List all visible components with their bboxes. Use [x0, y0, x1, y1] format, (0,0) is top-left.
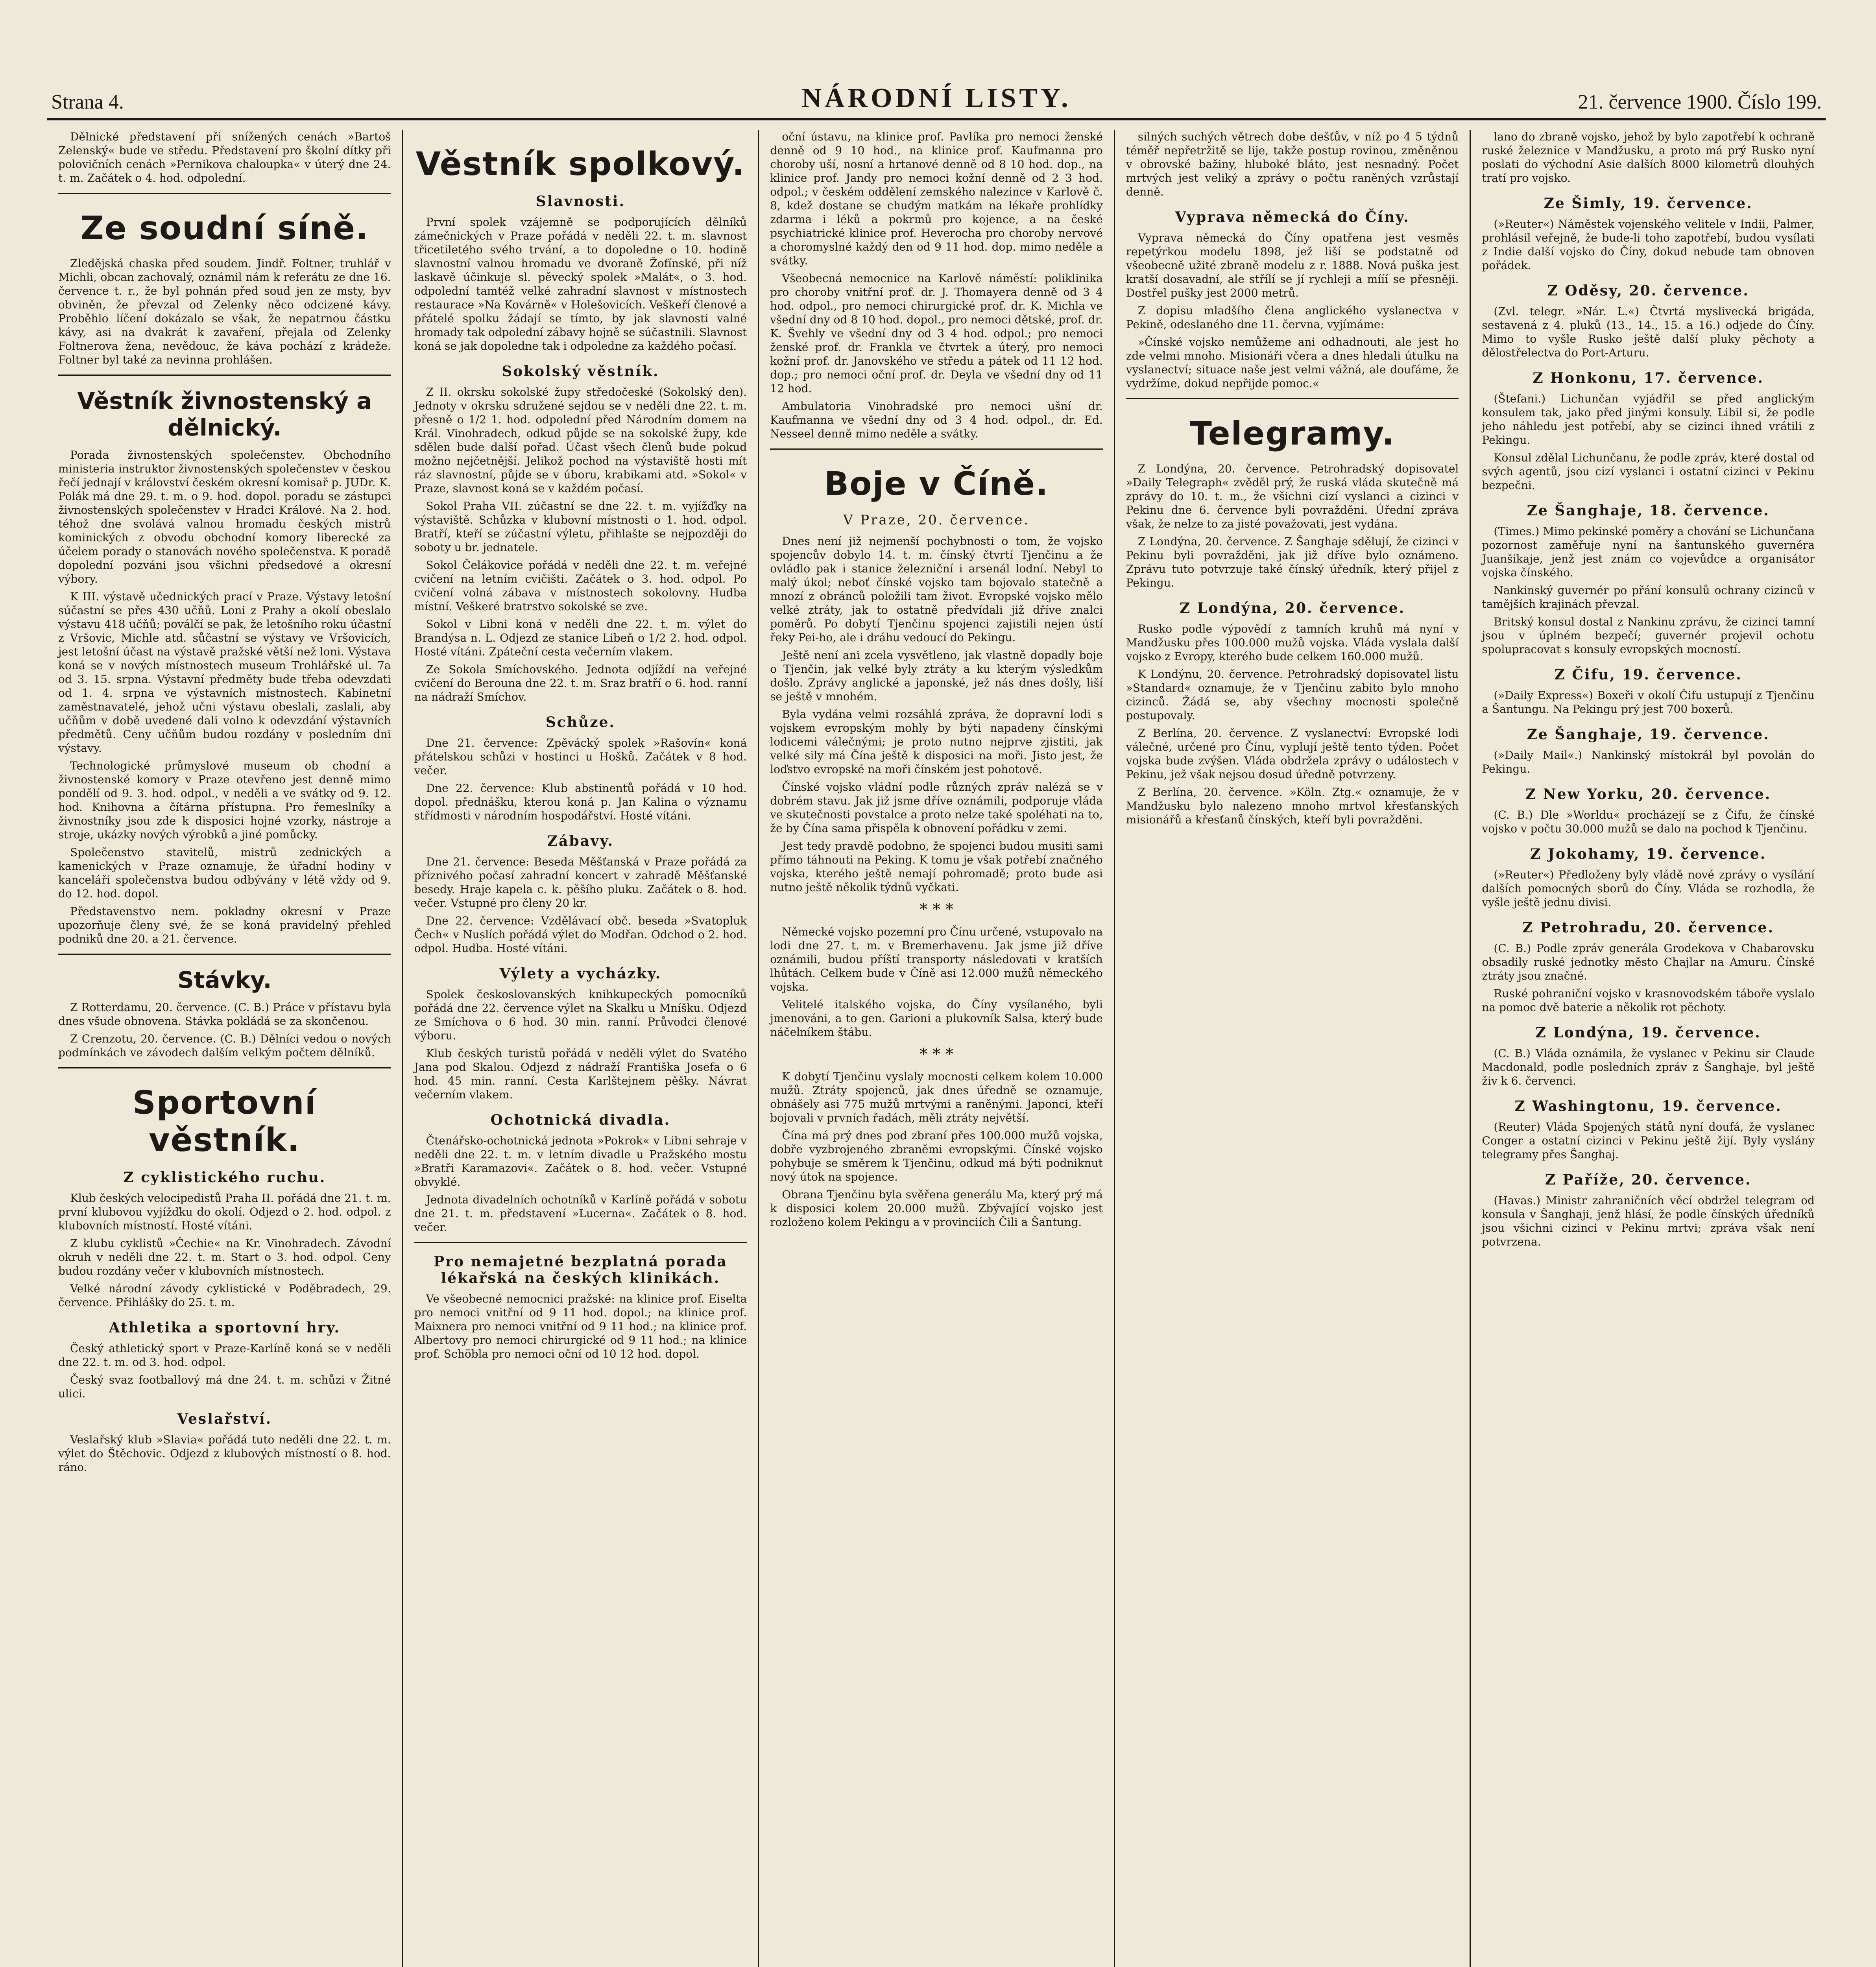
article-paragraph: Ruské pohraniční vojsko v krasnovodském táboře vyslalo na pomoc dvě baterie a několik rot pěchoty.: [1482, 987, 1815, 1014]
article-paragraph: Z klubu cyklistů »Čechie« na Kr. Vinohradech. Závodní okruh v neděli dne 22. t. m. Start o 3. hod. odpol. Ceny budou rozdány večer v klubovních místnostech.: [58, 1237, 391, 1277]
subsection-heading: Slavnosti.: [535, 193, 625, 210]
article-paragraph: Dnes není již nejmenší pochybnosti o tom, že vojsko spojencův dobylo 14. t. m. čínský čtvrtí Tjenčinu a že ovládlo pak i stanice železniční i arsenál lodní. Nebyl to malý úkol; neboť čínské vojsko tam bojovalo statečně a mnozí z obránců položili tam život. Evropské vojsko mělo velké ztráty, jak to ostatně předvídali již dříve znalci poměrů. Po dobytí Tjenčinu spojenci zajistili nejen ústí řeky Pei-ho, ale i dráhu vedoucí do Pekingu.: [770, 535, 1103, 644]
section-heading: Boje v Číně.: [824, 465, 1049, 503]
subsection-heading: Výlety a vycházky.: [499, 965, 662, 982]
section-heading: Věstník spolkový.: [415, 146, 746, 183]
article-paragraph: Sokol v Libni koná v neděli dne 22. t. m. výlet do Brandýsa n. L. Odjezd ze stanice Libeň o 1/2 2. hod. odpol. Hosté vítáni. Zpáteční cesta večerním vlakem.: [414, 618, 747, 658]
article-paragraph: (C. B.) Vláda oznámila, že vyslanec v Pekinu sir Claude Macdonald, podle posledních zpráv z Šanghaje, byl ještě živ k 6. červenci.: [1482, 1047, 1815, 1087]
newspaper-title: NÁRODNÍ LISTY.: [801, 83, 1071, 113]
article-paragraph: Jednota divadelních ochotníků v Karlíně pořádá v sobotu dne 21. t. m. představení »Lucerna«. Začátek o 8. hod. večer.: [414, 1193, 747, 1234]
article-paragraph: Klub českých velocipedistů Praha II. pořádá dne 21. t. m. první klubovou vyjížďku do okolí. Odjezd o 2. hod. odpol. z klubovních místností. Hosté vítáni.: [58, 1192, 391, 1232]
article-paragraph: Společenstvo stavitelů, mistrů zednických a kamenických v Praze oznamuje, že úřadní hodiny v kanceláři společenstva budou odbývány v létě vždy od 9. do 12. hod. dopol.: [58, 846, 391, 900]
column-3: [758, 130, 1114, 1967]
article-paragraph: (C. B.) Dle »Worldu« procházejí se z Čifu, že čínské vojsko v počtu 30.000 mužů se dalo na pochod k Tjenčinu.: [1482, 808, 1815, 835]
article-paragraph: »Čínské vojsko nemůžeme ani odhadnouti, ale jest ho zde velmi mnoho. Misionáři včera a dnes hledali útulku na vyslanectví; situace naše jest velmi vážná, ale doufáme, že vydržíme, dokud nepřijde pomoc.«: [1126, 336, 1459, 390]
column-4: [1114, 130, 1470, 1967]
subsection-heading: Pro nemajetné bezplatná porada lékařská na českých klinikách.: [434, 1253, 728, 1286]
article-paragraph: Britský konsul dostal z Nankinu zprávu, že cizinci tamní jsou v úplném bezpečí; guvernér projevil ochotu spolupracovat s konsuly evropských mocností.: [1482, 615, 1815, 656]
subsection-heading: Sokolský věstník.: [502, 363, 659, 380]
article-paragraph: Sokol Čelákovice pořádá v neděli dne 22. t. m. veřejné cvičení na letním cvičišti. Začátek o 3. hod. odpol. Po cvičení volná zábava v místnostech sokolovny. Hudba místní. Veškeré bratrstvo sokolské se zve.: [414, 559, 747, 613]
article-paragraph: Technologické průmyslové museum ob chodní a živnostenské komory v Praze otevřeno jest denně mimo pondělí od 9. 3. hod. odpol., v neděli a ve svátky od 9. 12. hod. Knihovna a čítárna přístupna. Pro řemeslníky a živnostníky jsou zde k disposici hojné vzorky, nástroje a stroje, ukázky nových výrobků a jiné pomůcky.: [58, 759, 391, 841]
article-paragraph: Z dopisu mladšího člena anglického vyslanectva v Pekině, odeslaného dne 11. června, vyjímáme:: [1126, 304, 1459, 331]
article-paragraph: Velké národní závody cyklistické v Poděbradech, 29. července. Přihlášky do 25. t. m.: [58, 1282, 391, 1309]
article-paragraph: (»Reuter«) Předloženy byly vládě nové zprávy o vysílání dalších pomocných sborů do Číny. Vláda se rozhodla, že vyšle ještě jednu divisi.: [1482, 868, 1815, 909]
section-heading: Telegramy.: [1189, 415, 1395, 452]
article-paragraph: Německé vojsko pozemní pro Čínu určené, vstupovalo na lodi dne 27. t. m. v Bremerhavenu. Jak jsme již dříve oznámili, budou příští transporty následovati v kratších lhůtách. Celkem bude v Číně asi 12.000 mužů německého vojska.: [770, 925, 1103, 993]
subsection-heading: Z Washingtonu, 19. července.: [1514, 1098, 1782, 1115]
article-paragraph: (»Reuter«) Náměstek vojenského velitele v Indii, Palmer, prohlásil veřejně, že bude-li toho zapotřebí, budou vysílati z Indie další vojsko do Číny, dokud nebude tam obnoven pořádek.: [1482, 218, 1815, 272]
subsection-heading: Ze Šimly, 19. července.: [1544, 195, 1753, 212]
asterism-separator: * * *: [920, 900, 953, 919]
column-2: [402, 130, 758, 1967]
article-paragraph: K Londýnu, 20. července. Petrohradský dopisovatel listu »Standard« oznamuje, že v Tjenčinu zabito bylo mnoho cizinců. Žádá se, aby všechny mocnosti společně postupovaly.: [1126, 668, 1459, 722]
divider: [58, 1067, 391, 1068]
columns: [47, 130, 1826, 1967]
subsection-heading: Z Oděsy, 20. července.: [1547, 282, 1749, 299]
subsection-heading: Ze Šanghaje, 18. července.: [1527, 502, 1770, 519]
subsection-heading: Ze Šanghaje, 19. července.: [1527, 726, 1770, 743]
article-paragraph: Představenstvo nem. pokladny okresní v Praze upozorňuje členy své, že se koná pravidelný přehled podniků dne 20. a 21. července.: [58, 905, 391, 945]
section-heading: Stávky.: [177, 967, 272, 993]
subsection-heading: Z New Yorku, 20. července.: [1525, 786, 1771, 803]
article-paragraph: Dne 22. července: Vzdělávací obč. beseda »Svatopluk Čech« v Nuslích pořádá výlet do Modřan. Odchod o 2. hod. odpol. Hudba. Hosté vítáni.: [414, 914, 747, 955]
article-paragraph: Vyprava německá do Číny opatřena jest vesměs repetýrkou modelu 1898, jež liší se podstatně od všeobecně užité zbraně modelu z r. 1888. Nová puška jest kratší dosavadní, ale střílí se jí rychleji a mííí se přesněji. Dostřel pušky jest 2000 metrů.: [1126, 231, 1459, 299]
article-paragraph: Dělnické představení při snížených cenách »Bartoš Zelenský« bude ve středu. Představení pro školní dítky při polovičních cenách »Pernikova chaloupka« v úterý dne 24. t. m. Začátek o 4. hod. odpolední.: [58, 130, 391, 185]
article-paragraph: Všeobecná nemocnice na Karlově náměstí: poliklinika pro choroby vnitřní prof. dr. J. Thomayera denně od 3 4 hod. odpol., pro nemoci chirurgické prof. dr. K. Michla ve všední dny od 8 10 hod. dopol., pro nemoci dětské, prof. dr. K. Švehly ve všední dny od 3 4 hod. odpol.; pro nemoci ženské prof. dr. Frankla ve čtvrtek a úterý, pro nemoci kožní prof. dr. Janovského ve středu a pátek od 11 12 hod. dop.; pro nemoci oční prof. dr. Deyla ve všední dny od 11 12 hod.: [770, 272, 1103, 395]
page-number: Strana 4.: [51, 91, 124, 113]
article-paragraph: Čtenářsko-ochotnická jednota »Pokrok« v Libni sehraje v neděli dne 22. t. m. v letním divadle u Pražského mostu »Bratři Karamazovi«. Začátek o 8. hod. večer. Vstupné obvyklé.: [414, 1134, 747, 1188]
asterism-separator: * * *: [920, 1045, 953, 1063]
subsection-heading: Ochotnická divadla.: [490, 1112, 671, 1128]
article-paragraph: Z Londýna, 20. července. Z Šanghaje sdělují, že cizinci v Pekinu byli povražděni, jak již dříve bylo oznámeno. Zprávu tuto potvrzuje také čínský úředník, který přijel z Pekingu.: [1126, 535, 1459, 589]
article-paragraph: silných suchých větrech dobe dešťův, v níž po 4 5 týdnů téměř nepřetržitě se lije, takže postup rovinou, změněnou v obrovské bažiny, hluboké bláto, jest nesnadný. Počet mrtvých jest veliký a zprávy o počtu raněných vzrůstají denně.: [1126, 130, 1459, 198]
article-paragraph: Velitelé italského vojska, do Číny vysílaného, byli jmenováni, a to gen. Garioni a plukovník Salsa, který bude náčelníkem štábu.: [770, 998, 1103, 1039]
article-paragraph: Z Berlína, 20. července. »Köln. Ztg.« oznamuje, že v Mandžusku bylo nalezeno mnoho mrtvol křesťanských misionářů a křesťanů čínských, kteří byli povražděni.: [1126, 786, 1459, 826]
article-paragraph: Z Rotterdamu, 20. července. (C. B.) Práce v přístavu byla dnes všude obnovena. Stávka pokládá se za skončenou.: [58, 1001, 391, 1028]
article-paragraph: Z Berlína, 20. července. Z vyslanectví: Evropské lodi válečné, určené pro Čínu, vyplují ještě tento týden. Počet vojska bude zvýšen. Vláda obdržela zprávy o událostech v Pekinu, jež však nejsou dosud úředně potvrzeny.: [1126, 727, 1459, 781]
article-paragraph: Byla vydána velmi rozsáhlá zpráva, že dopravní lodi s vojskem evropským mohly by býti napadeny čínskými lodicemi válečnými; je proto nutno nejprve zjistiti, jak velké sily má Čína ještě k disposici na moři. Jisto jest, že loďstvo evropské na moři čínském jest pohotově.: [770, 708, 1103, 776]
divider: [58, 193, 391, 194]
article-paragraph: Spolek českoslovanských knihkupeckých pomocníků pořádá dne 22. července výlet na Skalku u Mníšku. Odjezd ze Smíchova o 6 hod. 30 min. ranní. Průvodci členové výboru.: [414, 988, 747, 1042]
section-heading: Sportovní věstník.: [132, 1084, 317, 1159]
article-paragraph: Obrana Tjenčinu byla svěřena generálu Ma, který prý má k disposici kolem 20.000 mužů. Zbývající vojsko jest rozloženo kolem Pekingu a v provinciích Čili a Šantung.: [770, 1188, 1103, 1229]
article-paragraph: oční ústavu, na klinice prof. Pavlíka pro nemoci ženské denně od 9 10 hod., na klinice prof. Kaufmanna pro choroby uší, nosní a hrtanové denně od 8 10 hod. dop., na klinice prof. Jandy pro nemoci kožní denně od 2 3 hod. odpol.; v českém oddělení zemského nalezince v Karlově č. 8, kdež dostane se chudým matkám na lékaře prohlídky zdarma i léků a pokrmů pro kojence, a na české psychiatrické klinice prof. Heverocha pro choroby nervové a choromyslné každý den od 9 11 hod. dop. mimo neděle a svátky.: [770, 130, 1103, 267]
article-paragraph: lano do zbraně vojsko, jehož by bylo zapotřebí k ochraně ruské železnice v Mandžusku, a proto má prý Rusko nyní poslati do východní Asie dalších 8000 kilometrů dlouhých tratí pro vojsko.: [1482, 130, 1815, 185]
masthead: [47, 75, 1826, 120]
subsection-heading: Z Petrohradu, 20. července.: [1522, 919, 1774, 936]
subsection-heading: Zábavy.: [547, 833, 614, 849]
article-paragraph: Z Londýna, 20. července. Petrohradský dopisovatel »Daily Telegraph« zvěděl prý, že ruská vláda skutečně má zprávy do 10. t. m., že všichni cizí vyslanci a cizinci v Pekinu dne 6. července byli povražděni. Úřední zpráva však, že nelze to za jisté považovati, jest vydána.: [1126, 462, 1459, 530]
section-heading: Ze soudní síně.: [80, 210, 369, 247]
article-paragraph: Rusko podle výpovědí z tamních kruhů má nyní v Mandžusku přes 100.000 mužů vojska. Vláda vyslala další vojsko z Evropy, kterého bude celkem 160.000 mužů.: [1126, 622, 1459, 663]
subsection-heading: Z Čifu, 19. července.: [1554, 666, 1742, 683]
article-paragraph: Dne 22. července: Klub abstinentů pořádá v 10 hod. dopol. přednášku, kterou koná p. Jan Kalina o významu střídmosti v národním hospodářství. Hosté vítáni.: [414, 782, 747, 822]
divider: [1126, 398, 1459, 399]
article-paragraph: Ve všeobecné nemocnici pražské: na klinice prof. Eiselta pro nemoci vnitřní od 9 11 hod. dopol.; na klinice prof. Maixnera pro nemoci vnitřní od 9 11 hod.; na klinice prof. Albertovy pro nemoci chirurgické od 9 11 hod.; na klinice prof. Schöbla pro nemoci oční od 10 12 hod. dopol.: [414, 1292, 747, 1360]
subsection-heading: Z Londýna, 20. července.: [1179, 600, 1405, 616]
article-paragraph: K III. výstavě učednických prací v Praze. Výstavy letošní súčastní se přes 430 učňů. Loni z Prahy a okolí obeslalo výstavu 418 učňů; poválčí se pak, že letošního roku účastní z Vršovic, Michle atd. sůčastní se výstavy ve Vršovicích, jest letošní účast na výstavě pražské větší než loni. Výstava koná se v nových místnostech museum Trohlářské ul. 7a od 3. 15. srpna. Výstavní předměty bude třeba odevzdati od 1. 4. srpna ve výstavních místnostech. Kabinetní zaměstnavatelé, jehož učni výstavu obeslali, zaslali, aby učňům v době uvedené dali volno k odevzdání výstavních předmětů. Ceny učňům budou rozdány v posledním dni výstavy.: [58, 590, 391, 755]
subsection-heading: Athletika a sportovní hry.: [109, 1319, 341, 1336]
article-paragraph: Porada živnostenských společenstev. Obchodního ministeria instruktor živnostenských společenstev v českou řečí jednají v království českém okresní komisař p. JUDr. K. Polák má dne 29. t. m. o 9. hod. dopol. poradu se zástupci živnostenských společenstev v Hradci Králové. Na 2. hod. téhož dne svolává valnou hromadu českých mistrů kominických z obvodu obchodní komory liberecké za účelem porady o stanovách nového společenstva. K poradě dopolední pozváni jsou všichni předsedové a okresní výbory.: [58, 448, 391, 585]
section-heading: Věstník živnostenský a dělnický.: [77, 387, 372, 441]
article-paragraph: Z Crenzotu, 20. července. (C. B.) Dělníci vedou o nových podmínkách ve závodech dalším velkým počtem dělníků.: [58, 1032, 391, 1059]
article-paragraph: Ještě není ani zcela vysvětleno, jak vlastně dopadly boje o Tjenčin, jak velké byly ztráty a ku kterým výsledkům došlo. Zprávy anglické a japonské, jež nás dnes došly, liší se ještě v mnohém.: [770, 649, 1103, 703]
article-paragraph: (Štefani.) Lichunčan vyjádřil se před anglickým konsulem tak, jako před jinými konsuly. Libil si, že podle jeho náhledu jest potřebí, aby se cizinci ihned vrátili z Pekingu.: [1482, 392, 1815, 447]
column-1: [47, 130, 402, 1967]
article-paragraph: (Times.) Mimo pekinské poměry a chování se Lichunčana pozornost zaměřuje nyní na šantunského guvernéra Juanšikaje, jenž jest znám co vojevůdce a organisátor vojska čínského.: [1482, 525, 1815, 579]
article-paragraph: Čínské vojsko vládní podle různých zpráv nalézá se v dobrém stavu. Jak již jsme dříve oznámili, podporuje vláda ve skutečnosti povstalce a proto nelze také spoléhati na to, že by Čína sama přispěla k obnovení pořádku v zemi.: [770, 781, 1103, 835]
divider: [770, 448, 1103, 450]
article-paragraph: Ze Sokola Smíchovského. Jednota odjíždí na veřejné cvičení do Berouna dne 22. t. m. Sraz bratří o 6. hod. ranní na nádraží Smíchov.: [414, 663, 747, 703]
article-paragraph: Sokol Praha VII. zúčastní se dne 22. t. m. vyjížďky na výstaviště. Schůzka v klubovní místnosti o 1. hod. odpol. Bratří, kteří se zúčastní výletu, přihlašte se nejpozději do soboty u br. jednatele.: [414, 500, 747, 554]
divider: [414, 1242, 747, 1243]
column-5: [1470, 130, 1826, 1967]
article-paragraph: Dne 21. července: Zpěvácký spolek »Rašovín« koná přátelskou schůzi v hostinci u Hošků. Začátek v 8 hod. večer.: [414, 736, 747, 777]
article-paragraph: (»Daily Express«) Boxeři v okolí Čifu ustupují z Tjenčinu a Šantungu. Na Pekingu prý jest 700 boxerů.: [1482, 689, 1815, 716]
article-paragraph: Nankinský guvernér po přání konsulů ochrany cizinců v tamějších krajinách převzal.: [1482, 584, 1815, 611]
divider: [58, 954, 391, 955]
issue-date: 21. července 1900. Číslo 199.: [1578, 91, 1822, 113]
subsection-heading: Z cyklistického ruchu.: [123, 1169, 326, 1186]
subsection-heading: Z Paříže, 20. července.: [1545, 1172, 1752, 1188]
article-paragraph: Dne 21. července: Beseda Měšťanská v Praze pořádá za příznivého počasí zahradní koncert v zahradě Měšťanské besedy. Hraje kapela c. k. pěšího pluku. Začátek o 8. hod. večer. Vstupné pro členy 20 kr.: [414, 855, 747, 910]
article-paragraph: Zledějská chaska před soudem. Jindř. Foltner, truhlář v Michli, obcan zachovalý, oznámil nám k referátu ze dne 16. července t. r., že byl pohnán před soud jen ze msty, byv obviněn, že převzal od Zelenky něco odcizené kávy. Proběhlo líčení dokázalo se však, že nepatrnou částku kávy, asi na dvakrát k zavaření, přejala od Zelenky Foltnerova žena, nevědouc, že káva pochází z krádeže. Foltner byl také za nevinna prohlášen.: [58, 257, 391, 366]
subsection-heading: Schůze.: [545, 714, 615, 731]
article-paragraph: Český athletický sport v Praze-Karlíně koná se v neděli dne 22. t. m. od 3. hod. odpol.: [58, 1342, 391, 1369]
subsection-heading: Z Londýna, 19. července.: [1535, 1024, 1761, 1041]
article-paragraph: Konsul zdělal Lichunčanu, že podle zpráv, které dostal od svých agentů, jsou cizí vyslanci i ostatní cizinci v Pekinu bezpečni.: [1482, 451, 1815, 492]
article-paragraph: Český svaz footballový má dne 24. t. m. schůzi v Žitné ulici.: [58, 1373, 391, 1400]
article-paragraph: Z II. okrsku sokolské župy středočeské (Sokolský den). Jednoty v okrsku sdružené sejdou se v neděli dne 22. t. m. přesně o 1/2 1. hod. odpolední před Národním domem na Král. Vinohradech, odkud půjde se na sokolské župy, kde sdělen bude další pořad. Účast všech členů bude pokud možno nejčetnější. Jelikož pochod na výstaviště hosti mít ráz slavnostní, půjde se v úboru, krabikami atd. »Sokol« v Praze, slavnost koná se v každém počasí.: [414, 386, 747, 495]
article-paragraph: Jest tedy pravdě podobno, že spojenci budou musiti sami přímo táhnouti na Peking. K tomu je však potřebí značného vojska, kterého ještě nemají pohromadě; proto bude asi nutno ještě několik týdnů vyčkati.: [770, 840, 1103, 894]
article-paragraph: Ambulatoria Vinohradské pro nemoci ušní dr. Kaufmanna ve všední dny od 3 4 hod. odpol., dr. Ed. Nesseel denně mimo neděle a svátky.: [770, 400, 1103, 440]
dateline: V Praze, 20. července.: [843, 512, 1030, 528]
article-paragraph: K dobytí Tjenčinu vyslaly mocnosti celkem kolem 10.000 mužů. Ztráty spojenců, jak dnes úředně se oznamuje, obnášely asi 775 mužů mrtvými a raněnými. Japonci, kteří bojovali v prvních řadách, měli ztráty největší.: [770, 1070, 1103, 1124]
article-paragraph: (Reuter) Vláda Spojených států nyní doufá, že vyslanec Conger a ostatní cizinci v Pekinu ještě žijí. Byly vyslány telegramy přes Šanghaj.: [1482, 1120, 1815, 1161]
article-paragraph: První spolek vzájemně se podporujících dělníků zámečnických v Praze pořádá v neděli 22. t. m. slavnost třicetiletého svého trvání, a to dopoledne o 10. hodině slavnostní valnou hromadu ve dvoraně Žofínské, při níž laskavě účinkuje sl. pěvecký spolek »Malát«, o 3. hod. odpolední tamtéž velké zahradní slavnost v místnostech restaurace »Na Kovárně« v Holešovicích. Veškeří členové a přátelé spolku žádají se tímto, by jak slavnosti valné hromady tak odpolední zábavy hojně se súčastnili. Slavnost koná se jak dopoledne tak i odpoledne za každého počasí.: [414, 216, 747, 352]
subsection-heading: Z Jokohamy, 19. července.: [1530, 846, 1767, 862]
divider: [58, 375, 391, 376]
article-paragraph: Čína má prý dnes pod zbraní přes 100.000 mužů vojska, dobře vyzbrojeného zbraněmi evropskými. Čínské vojsko pohybuje se směrem k Tjenčinu, odkud má býti podniknut nový útok na spojence.: [770, 1129, 1103, 1183]
subsection-heading: Veslařství.: [177, 1411, 272, 1427]
article-paragraph: (C. B.) Podle zpráv generála Grodekova v Chabarovsku obsadily ruské jednotky město Chajlar na Amuru. Čínské ztráty jsou značné.: [1482, 942, 1815, 982]
article-paragraph: (»Daily Mail«.) Nankinský místokrál byl povolán do Pekingu.: [1482, 749, 1815, 775]
article-paragraph: Veslařský klub »Slavia« pořádá tuto neděli dne 22. t. m. výlet do Štěchovic. Odjezd z klubových místností o 8. hod. ráno.: [58, 1433, 391, 1474]
article-paragraph: Klub českých turistů pořádá v neděli výlet do Svatého Jana pod Skalou. Odjezd z nádraží Františka Josefa o 6 hod. 45 min. ranní. Cesta Karlštejnem pěšky. Návrat večerním vlakem.: [414, 1047, 747, 1101]
article-paragraph: (Havas.) Ministr zahraničních věcí obdržel telegram od konsula v Šanghaji, jenž hlásí, že podle čínských úředníků jsou všichni cizinci v Pekinu mrtvi; zpráva však není potvrzena.: [1482, 1194, 1815, 1248]
subsection-heading: Z Honkonu, 17. července.: [1533, 370, 1764, 386]
article-paragraph: (Zvl. telegr. »Nár. L.«) Čtvrtá myslivecká brigáda, sestavená z 4. pluků (13., 14., 15. a 16.) odjede do Číny. Mimo to vyšle Rusko ještě další pluky pěchoty a dělostřelectva do Port-Arturu.: [1482, 305, 1815, 359]
subsection-heading: Vyprava německá do Číny.: [1175, 209, 1410, 225]
